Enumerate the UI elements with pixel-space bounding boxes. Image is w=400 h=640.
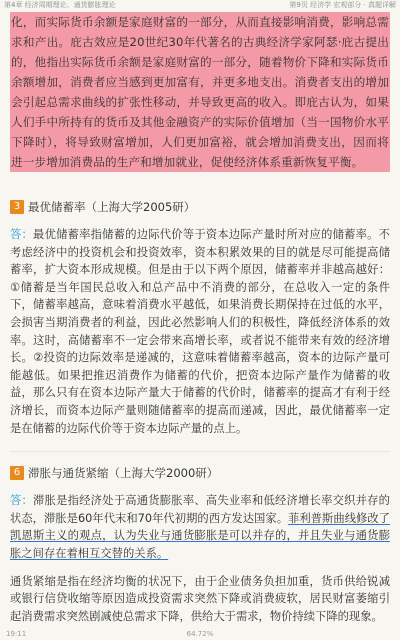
status-footer (0, 629, 400, 640)
answer-paragraph (10, 226, 390, 437)
section-number-badge: 3 (10, 200, 24, 214)
section-heading-3 (10, 198, 390, 216)
section-title: 滞胀与通货紧缩（上海大学2000研） (28, 466, 219, 481)
answer-paragraph-2: 通货紧缩是指在经济均衡的状况下，由于企业债务负担加重，货币供给锐减或银行信贷收缩等原因造成投资需求突然下降或消费疲软，居民财富萎缩引起消费需求突然剧减使总需求下降，供给大于需求，物价持续下降的现象。 (10, 574, 390, 623)
answer-paragraph (10, 492, 390, 562)
answer-label: 答： (10, 494, 34, 508)
progress-percent: 64.72% (186, 630, 214, 638)
running-header (0, 0, 400, 10)
answer-text: 最优储蓄率指储蓄的边际代价等于资本边际产量时所对应的储蓄率。不考虑经济中的投资机会和投资效率，资本积累效果的目的就是尽可能提高储蓄率，扩大资本形成规模。但是由于以下两个原因，储蓄率并非越高越好：①储蓄是当年国民总收入和总产品中不消费的部分，在总收入一定的条件下，储蓄率越高，意味着消费水平越低，如果消费长期保持在过低的水平，会损害当期消费者的利益，因此必然影响人们的积极性，降低经济体系的效率。这时，高储蓄率不一定会带来高增长率，或者说不能带来有效的经济增长。②投资的边际效率是递减的，这意味着储蓄率越高，资本的边际产量可能越低。如果把推迟消费作为储蓄的代价，把资本边际产量作为储蓄的收益，那么只有在资本边际产量大于储蓄的代价时，储蓄率的提高才有利于经济增长，而资本边际产量则随储蓄率的提高而递减，因此，最优储蓄率一定是在储蓄的边际代价等于资本边际产量的点上。 (10, 228, 390, 435)
section-number-badge: 6 (10, 466, 24, 480)
header-right: 第9页 经济学 宏观部分 · 真题详解 (289, 1, 396, 9)
highlighted-paragraph[interactable]: 化，而实际货币余额是家庭财富的一部分，从而直接影响消费，影响总需求和产出。庇古效应是20世纪30年代著名的古典经济学家阿瑟·庇古提出的，他指出实际货币余额是家庭财富的一部分，随着物价下降和实际货币余额增加，消费者应当感到更加富有，并更多地支出。消费者支出的增加会引起总需求曲线的扩张性移动，并导致更高的收入。即庇古认为，如果人们手中所持有的货币及其他金融资产的实际价值增加（当一国物价水平下降时），将导致财富增加，人们更加富裕，就会增加消费支出，因而将进一步增加消费品的生产和增加就业，促使经济体系重新恢复平衡。 (10, 12, 390, 172)
clock: 19:11 (6, 630, 27, 638)
section-heading-6 (10, 464, 390, 482)
section-divider (10, 451, 390, 452)
underlined-text: 菲利普斯曲线修改了凯恩斯主义的观点，认为失业与通货膨胀是可以并存的，并且失业与通货膨胀之间存在着相互交替的关系。 (10, 511, 390, 560)
header-left: 第4章 经济周期理论、通货膨胀理论 (4, 1, 116, 9)
answer-label: 答： (10, 228, 34, 241)
page-content (10, 12, 390, 625)
section-title: 最优储蓄率（上海大学2005研） (28, 200, 196, 214)
answer-text: 滞胀是指经济处于高通货膨胀率、高失业率和低经济增长率交织并存的状态，滞胀是60年代末和70年代初期的西方发达国家。 (10, 494, 390, 525)
